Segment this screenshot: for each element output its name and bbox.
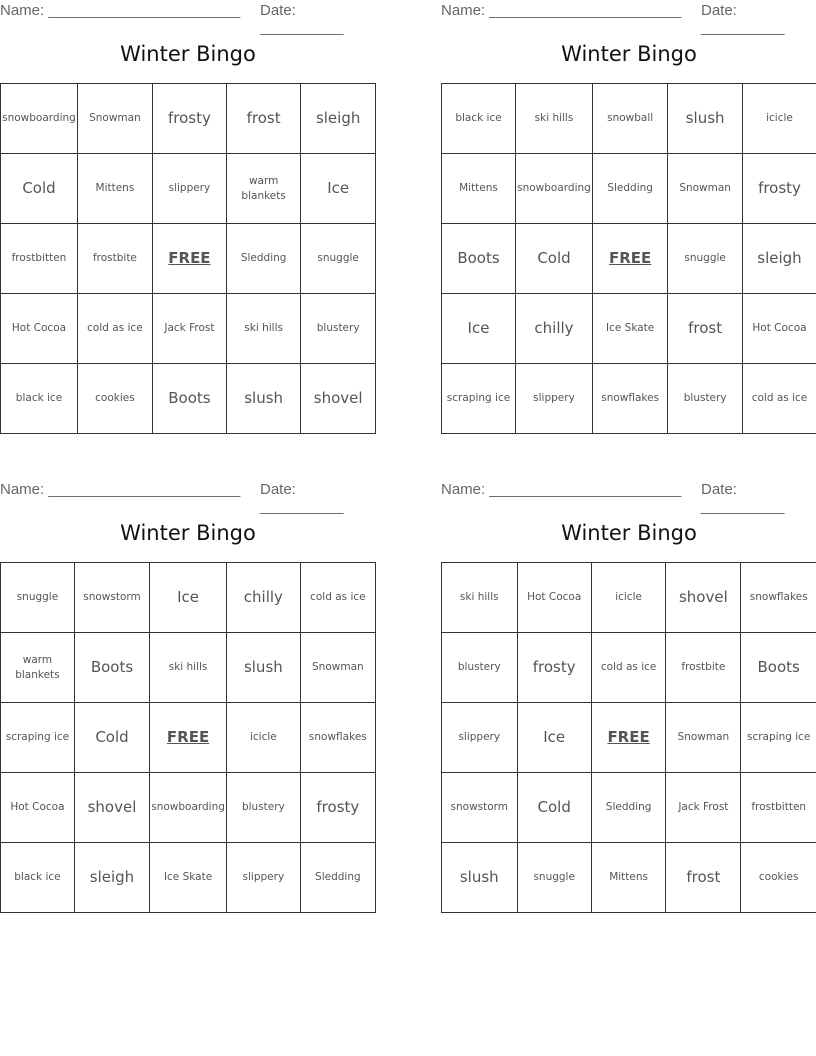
bingo-cell: Boots <box>152 364 226 434</box>
bingo-cell: Ice Skate <box>150 843 227 913</box>
bingo-cell: sleigh <box>743 224 816 294</box>
bingo-cell: snowboarding <box>150 773 227 843</box>
bingo-cell: snowstorm <box>74 563 149 633</box>
card-title: Winter Bingo <box>561 521 697 545</box>
card-header <box>0 479 376 515</box>
grid-row <box>442 84 816 154</box>
grid-row <box>1 703 376 773</box>
bingo-cell: ski hills <box>226 294 300 364</box>
grid-row <box>442 294 816 364</box>
free-space-cell: FREE <box>592 224 667 294</box>
bingo-cell: cold as ice <box>743 364 816 434</box>
name-field: Name: _______________________ <box>441 481 682 498</box>
bingo-cell: slush <box>668 84 743 154</box>
bingo-cell: icicle <box>743 84 816 154</box>
bingo-cell: frosty <box>300 773 375 843</box>
bingo-cell: chilly <box>227 563 301 633</box>
bingo-cell: cold as ice <box>591 633 666 703</box>
bingo-cell: Cold <box>1 154 78 224</box>
free-space-cell: FREE <box>150 703 227 773</box>
bingo-cell: frost <box>666 843 741 913</box>
bingo-cell: frostbitten <box>741 773 816 843</box>
bingo-cell: Snowman <box>300 633 375 703</box>
bingo-card-1 <box>0 0 376 407</box>
bingo-cell: frostbite <box>666 633 741 703</box>
bingo-cell: blustery <box>227 773 301 843</box>
bingo-cell: shovel <box>74 773 149 843</box>
grid-row <box>442 154 816 224</box>
bingo-grid <box>0 562 376 913</box>
bingo-cell: Boots <box>442 224 516 294</box>
bingo-cell: Jack Frost <box>152 294 226 364</box>
grid-row <box>1 154 376 224</box>
bingo-grid <box>441 83 816 434</box>
bingo-cell: warm blankets <box>1 633 75 703</box>
bingo-cell: frostbite <box>77 224 152 294</box>
bingo-cell: frosty <box>743 154 816 224</box>
bingo-cell: Hot Cocoa <box>1 773 75 843</box>
bingo-cell: Hot Cocoa <box>1 294 78 364</box>
bingo-card-3 <box>0 479 376 886</box>
bingo-cell: Ice <box>150 563 227 633</box>
bingo-cell: Ice Skate <box>592 294 667 364</box>
bingo-cell: ski hills <box>442 563 518 633</box>
bingo-cell: blustery <box>442 633 518 703</box>
card-header <box>441 0 816 36</box>
bingo-cell: snuggle <box>668 224 743 294</box>
bingo-cell: snuggle <box>517 843 591 913</box>
bingo-cell: snowboarding <box>1 84 78 154</box>
bingo-cell: chilly <box>516 294 593 364</box>
grid-row <box>1 633 376 703</box>
bingo-cell: snowstorm <box>442 773 518 843</box>
grid-row <box>1 224 376 294</box>
bingo-cell: blustery <box>301 294 376 364</box>
bingo-cell: cookies <box>77 364 152 434</box>
bingo-cell: slippery <box>516 364 593 434</box>
bingo-cell: snuggle <box>1 563 75 633</box>
bingo-cell: snuggle <box>301 224 376 294</box>
bingo-cell: icicle <box>591 563 666 633</box>
bingo-cell: Mittens <box>591 843 666 913</box>
bingo-cell: frosty <box>517 633 591 703</box>
bingo-cell: blustery <box>668 364 743 434</box>
grid-row <box>1 294 376 364</box>
bingo-cell: frosty <box>152 84 226 154</box>
bingo-cell: scraping ice <box>741 703 816 773</box>
bingo-cell: snowball <box>592 84 667 154</box>
card-title: Winter Bingo <box>120 42 256 66</box>
bingo-cell: black ice <box>442 84 516 154</box>
name-field: Name: _______________________ <box>441 2 682 19</box>
date-field: Date: __________ <box>701 2 785 36</box>
bingo-cell: Sledding <box>592 154 667 224</box>
bingo-cell: Sledding <box>226 224 300 294</box>
bingo-cell: ski hills <box>516 84 593 154</box>
bingo-cell: Ice <box>442 294 516 364</box>
bingo-cell: cookies <box>741 843 816 913</box>
name-field: Name: _______________________ <box>0 481 241 498</box>
bingo-cell: Sledding <box>591 773 666 843</box>
date-field: Date: __________ <box>701 481 785 515</box>
bingo-cell: sleigh <box>74 843 149 913</box>
bingo-grid <box>0 83 376 434</box>
bingo-cell: snowflakes <box>741 563 816 633</box>
bingo-cell: ski hills <box>150 633 227 703</box>
free-space-cell: FREE <box>591 703 666 773</box>
bingo-cell: Jack Frost <box>666 773 741 843</box>
bingo-cell: black ice <box>1 364 78 434</box>
bingo-cell: Mittens <box>77 154 152 224</box>
bingo-cell: Snowman <box>77 84 152 154</box>
grid-row <box>442 773 816 843</box>
bingo-cell: Hot Cocoa <box>743 294 816 364</box>
bingo-cell: warm blankets <box>226 154 300 224</box>
card-title: Winter Bingo <box>561 42 697 66</box>
grid-row <box>442 703 816 773</box>
bingo-cell: Ice <box>301 154 376 224</box>
bingo-cell: scraping ice <box>442 364 516 434</box>
bingo-cell: cold as ice <box>300 563 375 633</box>
bingo-cell: snowflakes <box>300 703 375 773</box>
grid-row <box>442 843 816 913</box>
bingo-cell: slippery <box>152 154 226 224</box>
date-field: Date: __________ <box>260 481 344 515</box>
bingo-cell: Boots <box>74 633 149 703</box>
grid-row <box>1 84 376 154</box>
card-title: Winter Bingo <box>120 521 256 545</box>
bingo-cell: Hot Cocoa <box>517 563 591 633</box>
bingo-card-2 <box>441 0 816 404</box>
bingo-cell: Cold <box>517 773 591 843</box>
grid-row <box>1 563 376 633</box>
bingo-cell: Snowman <box>668 154 743 224</box>
bingo-cell: black ice <box>1 843 75 913</box>
bingo-cell: slush <box>227 633 301 703</box>
bingo-cell: cold as ice <box>77 294 152 364</box>
grid-row <box>442 633 816 703</box>
grid-row <box>1 843 376 913</box>
bingo-cell: Snowman <box>666 703 741 773</box>
free-space-cell: FREE <box>152 224 226 294</box>
card-header <box>441 479 816 515</box>
bingo-card-4 <box>441 479 816 886</box>
grid-row <box>442 563 816 633</box>
bingo-cell: sleigh <box>301 84 376 154</box>
bingo-cell: frostbitten <box>1 224 78 294</box>
bingo-cell: icicle <box>227 703 301 773</box>
bingo-cell: slush <box>226 364 300 434</box>
bingo-cell: shovel <box>666 563 741 633</box>
bingo-cell: frost <box>668 294 743 364</box>
bingo-cell: Sledding <box>300 843 375 913</box>
bingo-cell: Boots <box>741 633 816 703</box>
card-header <box>0 0 376 36</box>
bingo-cell: Cold <box>516 224 593 294</box>
bingo-cell: Cold <box>74 703 149 773</box>
bingo-cell: slippery <box>442 703 518 773</box>
grid-row <box>1 773 376 843</box>
grid-row <box>1 364 376 434</box>
bingo-cell: snowboarding <box>516 154 593 224</box>
bingo-cell: frost <box>226 84 300 154</box>
bingo-cell: slush <box>442 843 518 913</box>
bingo-cell: Ice <box>517 703 591 773</box>
bingo-grid <box>441 562 816 913</box>
grid-row <box>442 224 816 294</box>
bingo-cell: shovel <box>301 364 376 434</box>
bingo-cell: scraping ice <box>1 703 75 773</box>
grid-row <box>442 364 816 434</box>
name-field: Name: _______________________ <box>0 2 241 19</box>
bingo-cell: snowflakes <box>592 364 667 434</box>
bingo-cell: slippery <box>227 843 301 913</box>
bingo-cell: Mittens <box>442 154 516 224</box>
date-field: Date: __________ <box>260 2 344 36</box>
